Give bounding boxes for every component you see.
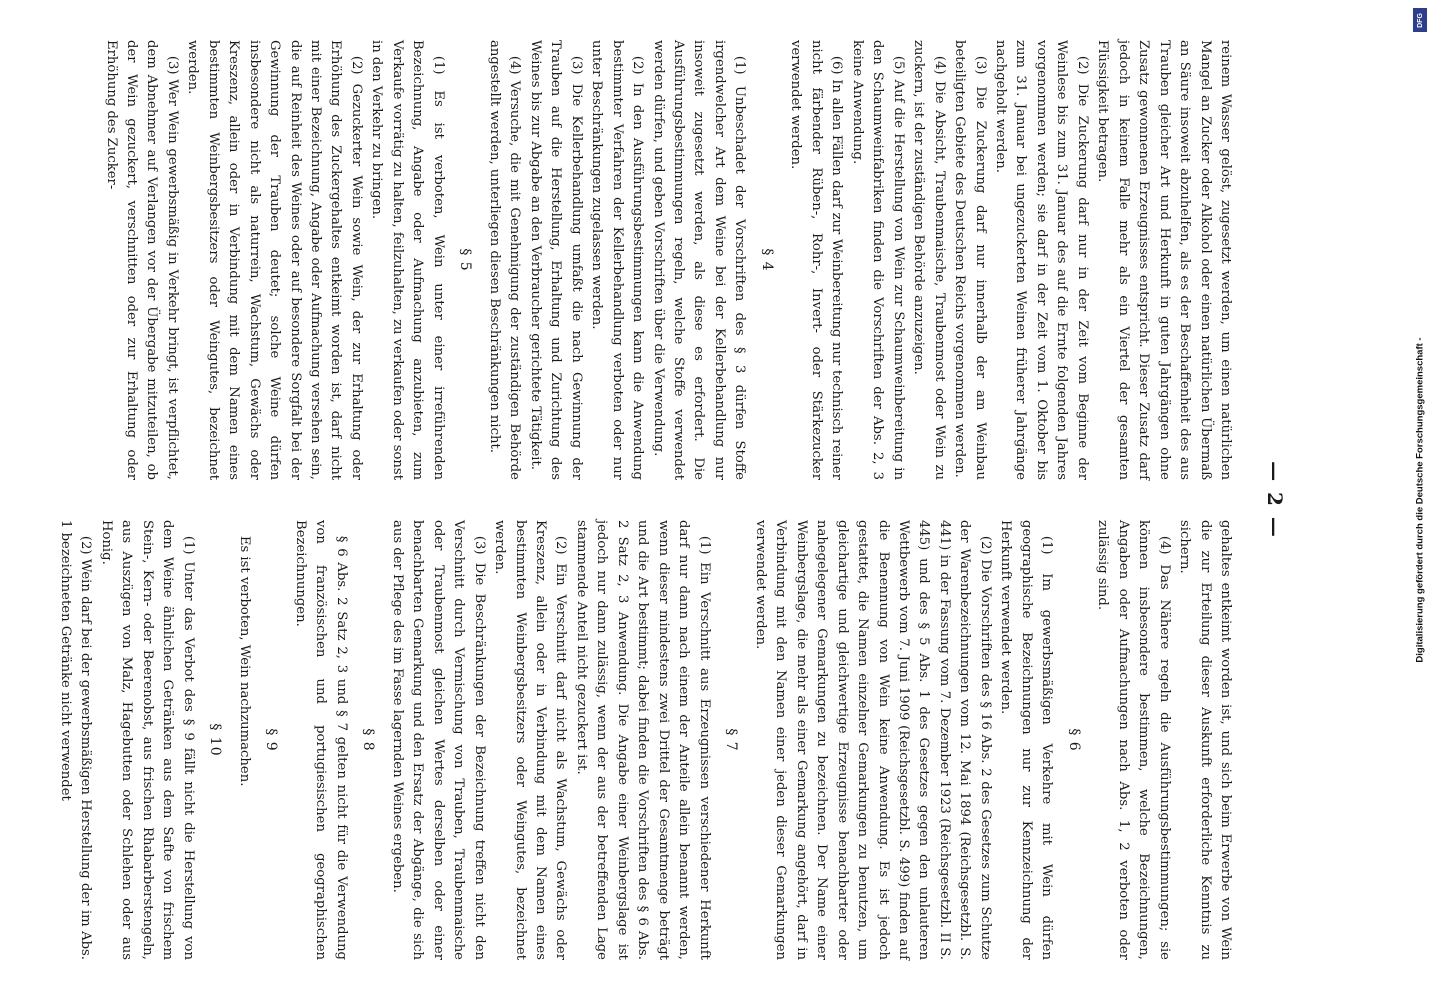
paragraph: (4) Die Absicht, Traubenmaische, Traubenmost oder Wein zu zuckern, ist der zuständigen Behörde anzuzeigen. — [911, 40, 947, 480]
page-number: — 2 — — [1263, 461, 1287, 539]
paragraph: (1) Es ist verboten, Wein unter einer irreführenden Bezeichnung, Angabe oder Aufmachung anzubieten, zum Verkaufe vorrätig zu halten, feilzuhalten, zu verkaufen oder sonst in den Verkehr zu bringen. — [369, 40, 446, 480]
paragraph: (1) Im gewerbsmäßigen Verkehre mit Wein dürfen geographische Bezeichnungen nur zur Kennzeichnung der Herkunft verwendet werden. — [998, 520, 1055, 960]
paragraph: (2) Wein darf bei der gewerbsmäßigen Herstellung der im Abs. 1 bezeichneten Getränke nicht verwendet — [57, 520, 94, 960]
paragraph: reinem Wasser gelöst, zugesetzt werden, um einen natürlichen Mangel an Zucker oder Alkohol oder einen natürlichen Übermaß an Säure insoweit abzuhelfen, als es der Beschaffenheit des aus Trauben gleicher Art und Herkunft in guten Jahrgängen ohne Zusatz gewonnenen Erzeugnisses entspricht. Dieser Zusatz darf jedoch in keinem Falle mehr als ein Viertel der gesamten Flüssigkeit betragen. — [1095, 40, 1233, 480]
paragraph: (5) Auf die Herstellung von Wein zur Schaumweinbereitung in den Schaumweinfabriken finden die Vorschriften der Abs. 2, 3 keine Anwendung. — [849, 40, 906, 480]
paragraph: (2) Die Vorschriften des § 16 Abs. 2 des Gesetzes zum Schutze der Warenbezeichnungen vom 12. Mai 1894 (Reichsgesetzbl. S. 441) in der Fassung vom 7. Dezember 1923 (Reichsgesetzbl. II S. 445) und des § 5 Abs. 1 des Gesetzes gegen den unlauteren Wettbewerb vom 7. Juni 1909 (Reichsgesetzbl. S. 499) finden auf die Benennung von Wein keine Anwendung. Es ist jedoch gestattet, die Namen einzelner Gemarkungen zu benutzen, um gleichartige und gleichwertige Erzeugnisse benachbarter oder nahegelegener Gemarkungen zu bezeichnen. Der Name einer Weinbergslage, die mehr als einer Gemarkung angehört, darf in Verbindung mit den Namen einer jeden dieser Gemarkungen verwendet werden. — [752, 520, 993, 960]
paragraph: (2) In den Ausführungsbestimmungen kann die Anwendung bestimmter Verfahren der Kellerbehandlung verboten oder nur unter Beschränkungen zugelassen werden. — [589, 40, 646, 480]
document-page — [57, 20, 1305, 980]
section-heading: § 4 — [759, 248, 776, 272]
section-heading: § 5 — [457, 248, 474, 272]
paragraph: (1) Unbeschadet der Vorschriften des § 3 dürfen Stoffe irgendwelcher Art dem Weine bei der Kellerbehandlung nur insoweit zugesetzt werden, als diese es erfordert. Die Ausführungsbestimmungen regeln, welche Stoffe verwendet werden dürfen, und geben Vorschriften über die Verwendung. — [650, 40, 748, 480]
paragraph: (1) Ein Verschnitt aus Erzeugnissen verschiedener Herkunft darf nur dann nach einem der Anteile allein benannt werden, wenn dieser mindestens zwei Drittel der Gesamtmenge beträgt und die Art bestimmt; dabei finden die Vorschriften des § 6 Abs. 2 Satz 2, 3 Anwendung. Die Angabe einer Weinbergslage ist jedoch nur dann zulässig, wenn der aus der betreffenden Lage stammende Anteil nicht gezuckert ist. — [573, 520, 712, 960]
paragraph: (4) Versuche, die mit Genehmigung der zuständigen Behörde angestellt werden, unterliegen diesen Beschränkungen nicht. — [486, 40, 523, 480]
paragraph: Es ist verboten, Wein nachzumachen. — [236, 535, 252, 787]
section-heading: § 6 — [1065, 728, 1082, 752]
paragraph: (2) Die Zuckerung darf nur in der Zeit vom Beginne der Weinlese bis zum 31. Januar des auf die Ernte folgenden Jahres vorgenommen werden; sie darf in der Zeit vom 1. Oktober bis zum 31. Januar bei ungezuckerten Weinen früherer Jahrgänge nachgeholt werden. — [993, 40, 1090, 480]
paragraph: (4) Das Nähere regeln die Ausführungsbestimmungen; sie können insbesondere bestimmen, welche Bezeichnungen, Angaben oder Aufmachungen nach Abs. 1, 2 verboten oder zulässig sind. — [1095, 520, 1172, 960]
section-heading: § 8 — [360, 728, 377, 752]
paragraph: (2) Ein Verschnitt darf nicht als Wachstum, Gewächs oder Kreszenz, allein oder in Verbindung mit dem Namen eines bestimmten Weinbergsbesitzers oder Weingutes, bezeichnet werden. — [492, 520, 569, 960]
dfg-logo — [1413, 8, 1427, 32]
paragraph: (1) Unter das Verbot des § 9 fällt nicht die Herstellung von dem Weine ähnlichen Getränken aus dem Safte von frischem Stein-, Kern- oder Beerenobst, aus frischen Rhabarberstengeln, aus Auszügen von Malz, Hagebutten oder Schlehen oder aus Honig. — [98, 520, 196, 960]
paragraph: (2) Gezuckerter Wein sowie Wein, der zur Erhaltung oder Erhöhung des Zuckergehaltes entkeimt worden ist, darf nicht mit einer Bezeichnung, Angabe oder Aufmachung versehen sein, die auf Reinheit des Weines oder auf besondere Sorgfalt bei der Gewinnung der Trauben deutet; solche Weine dürfen insbesondere nicht als naturrein, Wachstum, Gewächs oder Kreszenz, allein oder in Verbindung mit dem Namen eines bestimmten Weinbergsbesitzers oder Weingutes, bezeichnet werden. — [185, 40, 364, 480]
section-heading: § 10 — [207, 723, 224, 757]
digitization-credit — [1410, 0, 1430, 1000]
paragraph: (3) Die Zuckerung darf nur innerhalb der am Weinbau beteiligten Gebiete des Deutschen Reichs vorgenommen werden. — [952, 40, 988, 480]
left-column — [100, 40, 1235, 480]
section-heading: § 7 — [723, 728, 740, 752]
paragraph: (3) Wer Wein gewerbsmäßig in Verkehr bringt, ist verpflichtet, dem Abnehmer auf Verlangen vor der Übergabe mitzuteilen, ob der Wein gezuckert, verschnitten oder zur Erhaltung oder Erhöhung des Zucker- — [103, 40, 180, 480]
paragraph: § 6 Abs. 2 Satz 2, 3 und § 7 gelten nicht für die Verwendung von französischen und portugiesischen geographischen Bezeichnungen. — [292, 520, 349, 960]
right-column — [54, 520, 1235, 960]
section-heading: § 9 — [263, 728, 280, 752]
paragraph: gehaltes entkeimt worden ist, und sich beim Erwerbe von Wein die zur Erteilung dieser Auskunft erforderliche Kenntnis zu sichern. — [1177, 520, 1233, 960]
digitization-credit-text: Digitalisierung gefördert durch die Deutsche Forschungsgemeinschaft - — [1414, 337, 1426, 663]
dfg-logo-text: DFG — [1416, 12, 1424, 28]
paragraph: (3) Die Beschränkungen der Bezeichnung treffen nicht den Verschnitt durch Vermischung von Trauben, Traubenmaische oder Traubenmost gleichen Wertes derselben oder einer benachbarten Gemarkung und den Ersatz der Abgänge, die sich aus der Pflege des im Fasse lagernden Weines ergeben. — [389, 520, 487, 960]
paragraph: (6) In allen Fällen darf zur Weinbereitung nur technisch reiner nicht färbender Rüben-, Rohr-, Invert- oder Stärkezucker verwendet werden. — [788, 40, 845, 480]
paragraph: (3) Die Kellerbehandlung umfaßt die nach Gewinnung der Trauben auf die Herstellung, Erhaltung und Zurichtung des Weines bis zur Abgabe an den Verbraucher gerichtete Tätigkeit. — [527, 40, 584, 480]
